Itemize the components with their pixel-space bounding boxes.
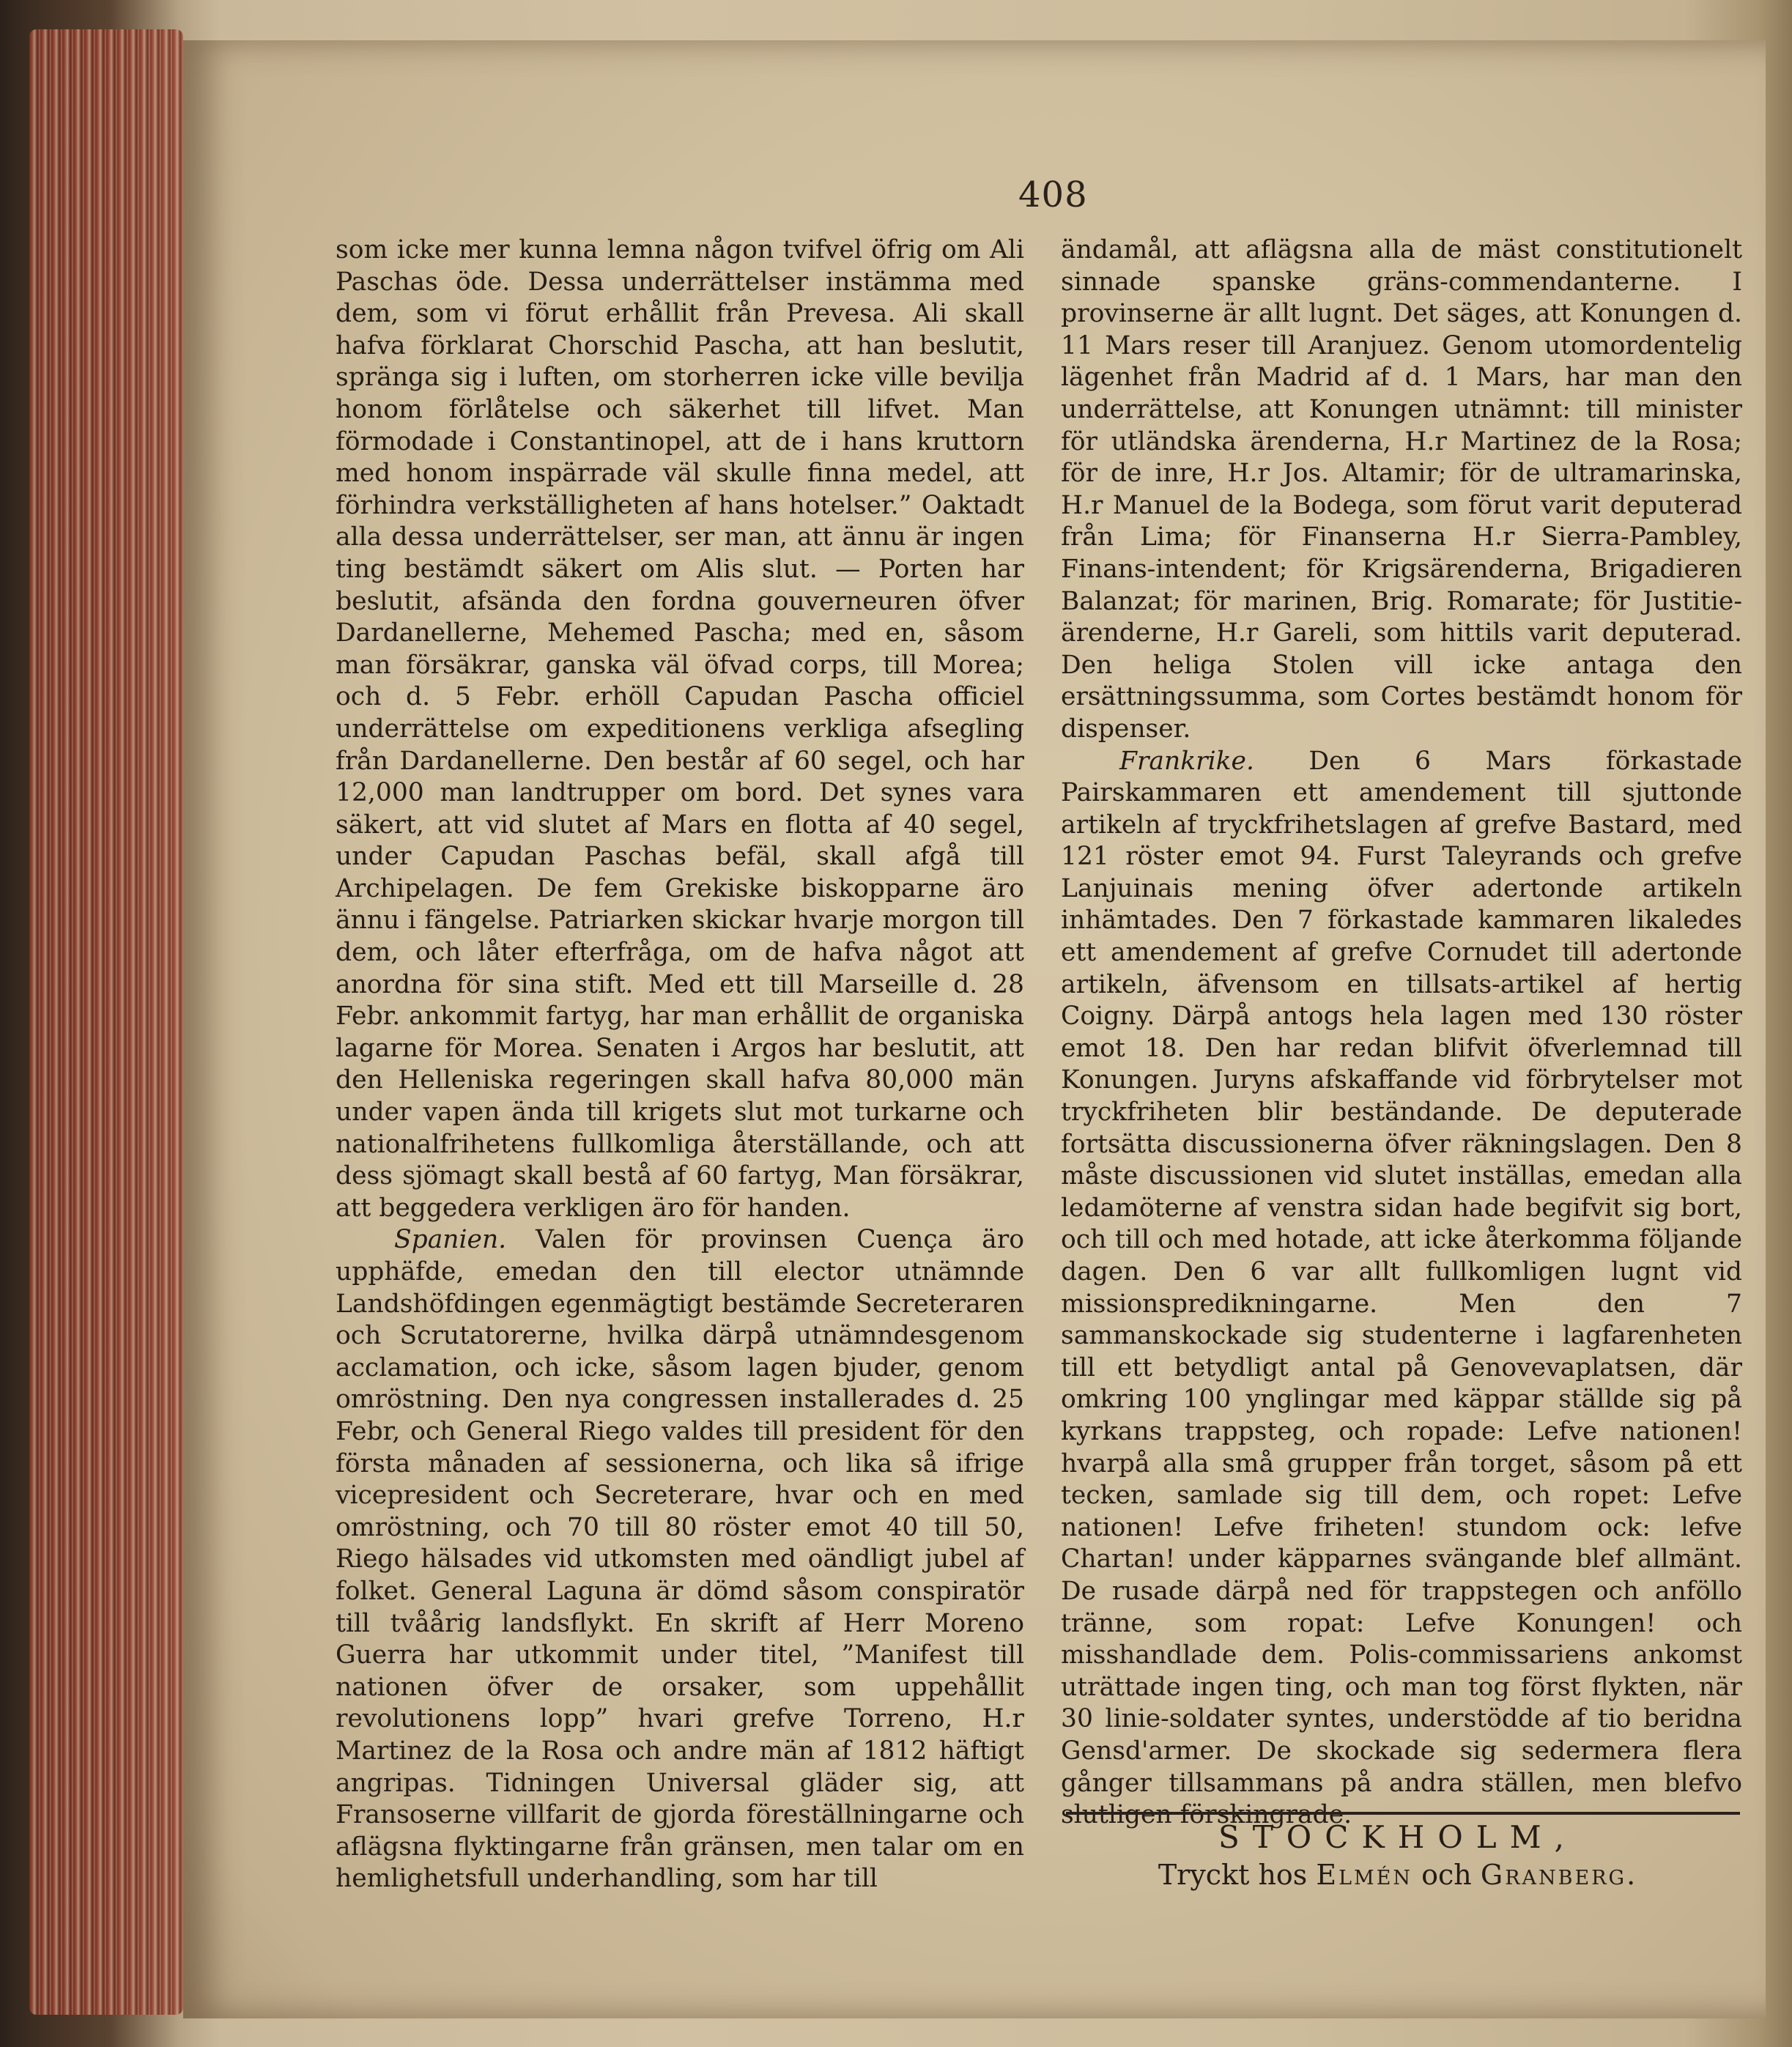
section-heading-france: Frankrike. <box>1119 746 1254 776</box>
imprint-connector: och <box>1413 1859 1481 1891</box>
imprint-city: STOCKHOLM, <box>1218 1819 1578 1855</box>
section-heading-spain: Spanien. <box>394 1225 507 1255</box>
page-number: 408 <box>1018 174 1088 215</box>
book-page-edges <box>29 29 183 2015</box>
paragraph-spain <box>336 1224 1024 1895</box>
imprint-prefix: Tryckt hos <box>1158 1859 1317 1891</box>
paragraph-spain-continued: ändamål, att aflägsna alla de mäst constitutionelt sinnade spanske gräns-commendanterne. I provinserne är allt lugnt. Det säges, att Konungen d. 11 Mars reser till Aranjuez. Genom utomordentelig lägenhet från Madrid af d. 1 Mars, har man den underrättelse, att Konungen utnämnt: till minister för utländska ärenderna, H.r Martinez de la Rosa; för de inre, H.r Jos. Altamir; för de ultramarinska, H.r Manuel de la Bodega, som förut varit deputerad från Lima; för Finanserna H.r Sierra-Pambley, Finans-intendent; för Krigsärenderna, Brigadieren Balanzat; för marinen, Brig. Romarate; för Justitie-ärenderne, H.r Gareli, som hittils varit deputerad. Den heliga Stolen vill icke antaga den ersättningssumma, som Cortes bestämdt honom för dispenser. <box>1061 235 1742 744</box>
left-text-column <box>336 234 1024 1895</box>
right-text-column <box>1061 234 1742 1832</box>
imprint-printer-name-1: Elmén <box>1316 1859 1413 1891</box>
paragraph-spain-text: Valen för provinsen Cuença äro upphäfde, emedan den till elector utnämnde Landshöfdingen egenmägtigt bestämde Secreteraren och Scrutatorerne, hvilka därpå utnämndesgenom acclamation, och icke, såsom lagen bjuder, genom omröstning. Den nya congressen installerades d. 25 Febr, och General Riego valdes till president för den första månaden af sessionerna, och lika så ifrige vicepresident och Secreterare, hvar och en med omröstning, och 70 till 80 röster emot 40 till 50, Riego hälsades vid utkomsten med oändligt jubel af folket. General Laguna är dömd såsom conspiratör till tvåårig landsflykt. En skrift af Herr Moreno Guerra har utkommit under titel, ”Manifest till nationen öfver de orsaker, som uppehållit revolutionens lopp” hvari grefve Torreno, H.r Martinez de la Rosa och andre män af 1812 häftigt angripas. Tidningen Universal gläder sig, att Fransoserne villfarit de gjorda föreställningarne och aflägsna flyktingarne från gränsen, men talar om en hemlighetsfull underhandling, som har till <box>336 1225 1024 1894</box>
paragraph-france-text: Den 6 Mars förkastade Pairskammaren ett amendement till sjuttonde artikeln af tryckfrihetslagen af grefve Bastard, med 121 röster emot 94. Furst Taleyrands och grefve Lanjuinais mening öfver adertonde artikeln inhämtades. Den 7 förkastade kammaren likaledes ett amendement af grefve Cornudet till adertonde artikeln, äfvensom en tillsats-artikel af hertig Coigny. Därpå antogs hela lagen med 130 röster emot 18. Den har redan blifvit öfverlemnad till Konungen. Juryns afskaffande vid förbrytelser mot tryckfriheten blir beständande. De deputerade fortsätta discussionerna öfver räkningslagen. Den 8 måste discussionen vid slutet inställas, emedan alla ledamöterne af venstra sidan hade begifvit sig bort, och till och med hotade, att icke återkomma följande dagen. Den 6 var allt fullkomligen lugnt vid missionspredikningarne. Men den 7 sammanskockade sig studenterne i lagfarenheten till ett betydligt antal på Genovevaplatsen, där omkring 100 ynglingar med käppar ställde sig på kyrkans trappsteg, och ropade: Lefve nationen! hvarpå alla små grupper från torget, såsom på ett tecken, samlade sig till dem, och ropet: Lefve nationen! Lefve friheten! stundom ock: lefve Chartan! under käpparnes svängande blef allmänt. De rusade därpå ned för trappstegen och anföllo tränne, som ropat: Lefve Konungen! och misshandlade dem. Polis-commissariens ankomst uträttade ingen ting, och man tog först flykten, när 30 linie-soldater syntes, understödde af tio beridna Gensd'armer. De skockade sig sedermera flera gånger tillsammans på andra ställen, men blefvo slutligen förskingrade. <box>1061 746 1742 1830</box>
imprint-printer-name-2: Granberg. <box>1480 1859 1638 1891</box>
imprint-printer <box>1061 1859 1735 1891</box>
paragraph-france <box>1061 746 1742 1832</box>
paragraph-turkey-news: som icke mer kunna lemna någon tvifvel öfrig om Ali Paschas öde. Dessa underrättelser instämma med dem, som vi förut erhållit från Prevesa. Ali skall hafva förklarat Chorschid Pascha, att han beslutit, spränga sig i luften, om storherren icke ville bevilja honom förlåtelse och säkerhet till lifvet. Man förmodade i Constantinopel, att de i hans kruttorn med honom inspärrade väl skulle finna medel, att förhindra verkställigheten af hans hotelser.” Oaktadt alla dessa underrättelser, ser man, att ännu är ingen ting bestämdt säkert om Alis slut. — Porten har beslutit, afsända den fordna gouverneuren öfver Dardanellerne, Mehemed Pascha; med en, såsom man försäkrar, ganska väl öfvad corps, till Morea; och d. 5 Febr. erhöll Capudan Pascha officiel underrättelse om expeditionens verkliga afsegling från Dardanellerne. Den består af 60 segel, och har 12,000 man landtrupper om bord. Det synes vara säkert, att vid slutet af Mars en flotta af 40 segel, under Capudan Paschas befäl, skall afgå till Archipelagen. De fem Grekiske biskopparne äro ännu i fängelse. Patriarken skickar hvarje morgon till dem, och låter efterfråga, om de hafva något att anordna för sina stift. Med ett till Marseille d. 28 Febr. ankommit fartyg, har man erhållit de organiska lagarne för Morea. Senaten i Argos har beslutit, att den Helleniska regeringen skall hafva 80,000 män under vapen ända till krigets slut mot turkarne och nationalfrihetens fullkomliga återställande, och att dess sjömagt skall bestå af 60 fartyg, Man försäkrar, att beggedera verkligen äro för handen. <box>336 235 1024 1223</box>
imprint-divider <box>1066 1812 1740 1815</box>
